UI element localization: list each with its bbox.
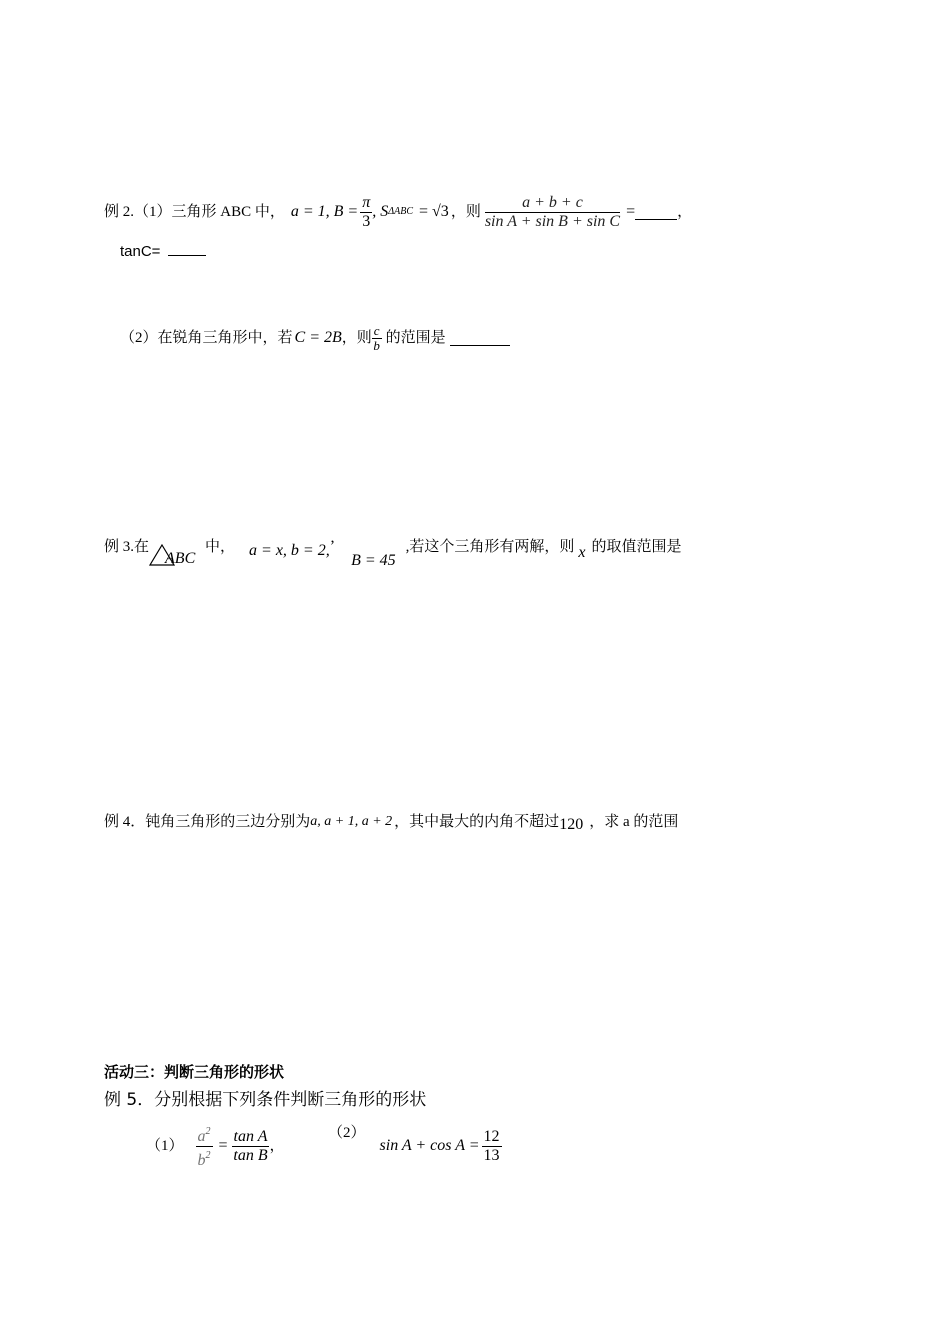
example-3-zhong: 中， <box>205 539 236 555</box>
example-3-cond2: B = 45 <box>351 552 396 569</box>
exponent-b: 2 <box>205 1149 211 1161</box>
ratio-denominator: sin A + sin B + sin C <box>484 212 621 230</box>
ratio-fraction <box>485 194 620 231</box>
triangle-label: ABC <box>165 550 196 567</box>
part-2-lhs: sin A + cos A = <box>379 1137 480 1154</box>
example-3-tail2: 的取值范围是 <box>591 539 682 555</box>
activity-3-heading: 活动三：判断三角形的形状 <box>104 1063 285 1081</box>
example-4-tail: ，求 a 的范围 <box>589 814 679 830</box>
part-2-label: （2）在锐角三角形中，若 <box>120 330 293 346</box>
answer-blank-2 <box>450 331 510 346</box>
example-4-mid: ，其中最大的内角不超过 <box>394 814 560 830</box>
part-2-then: ，则 <box>341 330 372 346</box>
pi-over-3-fraction: $\frac{\pi}{3}$ <box>362 193 371 230</box>
example-4-angle: 120 <box>559 816 584 833</box>
ratio-numerator: a + b + c <box>485 194 620 213</box>
part-2-label-ex5: （2） <box>328 1125 366 1141</box>
example-3-quote: ’ <box>329 538 336 555</box>
example-3-cond1: a = x, b = 2, <box>249 542 330 559</box>
triangle-symbol <box>149 538 205 568</box>
separator-comma: , <box>372 203 377 220</box>
example-4-sides: a, a + 1, a + 2 <box>310 814 393 829</box>
example-4 <box>104 810 678 834</box>
exponent-a: 2 <box>205 1125 211 1137</box>
example-3 <box>104 538 682 572</box>
example-5-label: 例 5．分别根据下列条件判断三角形的形状 <box>104 1090 427 1110</box>
comma: ， <box>677 204 693 220</box>
answer-blank-tanc <box>168 241 206 256</box>
example-5-part-1 <box>146 1122 285 1170</box>
part-2-tail: 的范围是 <box>385 330 446 346</box>
a2-over-b2-fraction <box>196 1123 213 1170</box>
area-value: = √3 <box>419 203 449 220</box>
example-2-part-2 <box>120 318 510 358</box>
area-symbol: S <box>380 203 389 220</box>
example-5-part-2 <box>328 1122 502 1170</box>
example-2-part-1 <box>104 190 692 234</box>
example-3-tail: ,若这个三角形有两解，则 <box>405 539 575 555</box>
part-2-condition: C = 2B <box>294 329 342 346</box>
area-subscript: ΔABC <box>388 206 413 217</box>
a-letter: a <box>197 1127 206 1145</box>
example-2-label: 例 2.（1）三角形 ABC 中， <box>104 204 285 220</box>
then-text: ，则 <box>450 204 481 220</box>
tan-ratio-fraction: $\frac{\text{tan A}}{\text{tan B}}$ <box>233 1127 268 1164</box>
b-letter: b <box>197 1151 206 1169</box>
part-1-comma: ， <box>269 1138 285 1154</box>
part-1-equals: = <box>218 1137 228 1154</box>
example-4-label: 例 4．钝角三角形的三边分别为 <box>104 814 311 830</box>
answer-blank-1 <box>635 205 677 220</box>
c-over-b-fraction: $\frac{c}{b}$ <box>373 322 380 353</box>
example-2-condition-a: a = 1, B = <box>290 203 359 220</box>
tanc-line <box>120 241 206 261</box>
part-1-label: （1） <box>146 1138 184 1154</box>
tanc-label: tanC= <box>120 243 161 260</box>
example-3-label: 例 3.在 <box>104 539 150 555</box>
equals-sign: = <box>626 203 636 220</box>
twelve-over-thirteen-fraction: $\frac{12}{13}$ <box>483 1127 500 1164</box>
example-3-variable: x <box>578 544 586 561</box>
